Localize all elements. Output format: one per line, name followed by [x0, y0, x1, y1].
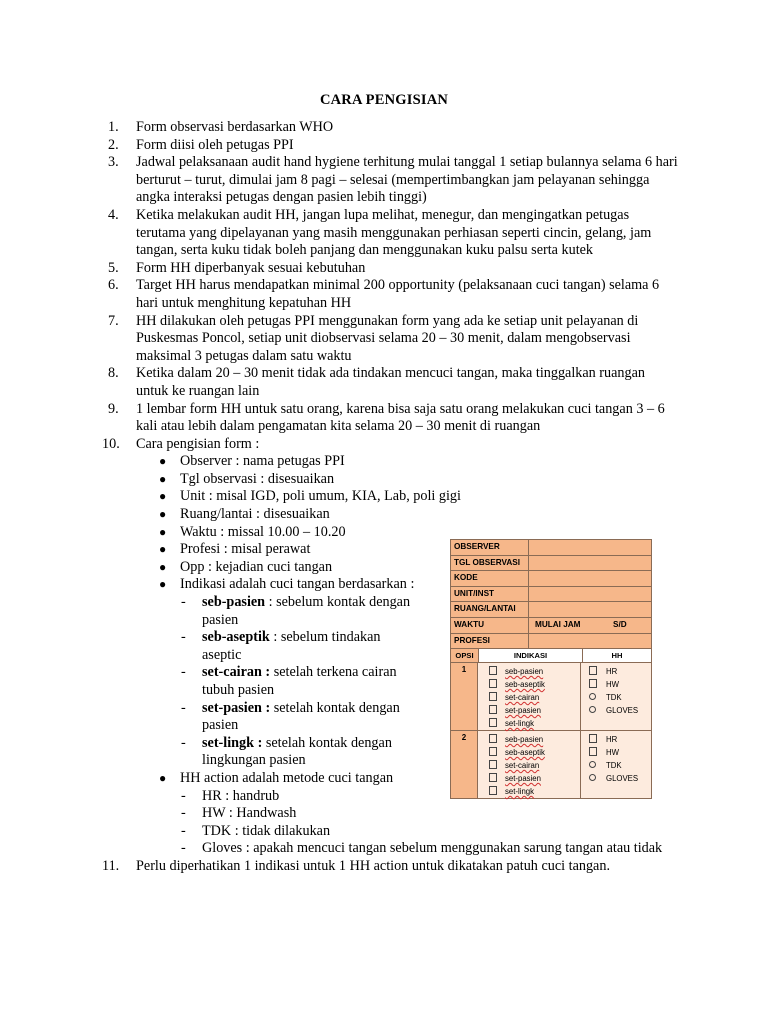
bullet-icon: ● [159, 770, 167, 785]
bullet-icon: ● [159, 524, 167, 539]
list-item: 2. Form diisi oleh petugas PPI [108, 136, 294, 153]
bullet-item: ● Opp : kejadian cuci tangan [159, 558, 333, 575]
bullet-item: ● Ruang/lantai : disesuaikan [159, 506, 330, 523]
list-item: 5. Form HH diperbanyak sesuai kebutuhan [108, 259, 366, 276]
dash-icon: - [181, 734, 186, 751]
bullet-icon: ● [159, 559, 167, 574]
checkbox-icon [489, 773, 497, 782]
bullet-icon: ● [159, 454, 167, 469]
checkbox-icon [489, 734, 497, 743]
checkbox-icon [589, 747, 597, 756]
checkbox-icon [489, 718, 497, 727]
list-item: 11. Perlu diperhatikan 1 indikasi untuk 1 HH action untuk dikatakan patuh cuci tangan. [102, 857, 610, 874]
hh-action-item: - HW : Handwash [181, 805, 297, 822]
list-item: 7. HH dilakukan oleh petugas PPI menggunakan form yang ada ke setiap unit pelayanan di Puskesmas Poncol, setiap unit diobservasi selama 20 – 30 menit, dalam mengobservasi maksimal 3 petugas dalam satu waktu [108, 312, 639, 364]
checkbox-icon [589, 679, 597, 688]
hh-form-sample [450, 539, 652, 799]
checkbox-icon [489, 666, 497, 675]
dash-icon: - [181, 805, 186, 822]
radio-icon [589, 706, 596, 713]
bullet-item: ● Waktu : missal 10.00 – 10.20 [159, 523, 346, 540]
list-item: 4. Ketika melakukan audit HH, jangan lupa melihat, menegur, dan mengingatkan petugas terutama yang dipelayanan yang masih menggunakan perhiasan seperti cincin, gelang, jam tangan, serta kuku tidak boleh panjang dan menggunakan kuku palsu serta kutek [108, 206, 652, 259]
form-header: OPSI INDIKASI HH [451, 649, 651, 663]
dash-icon: - [181, 629, 186, 646]
form-block-2: 2 seb-pasien seb-aseptik set-cairan set-pasien set-lingk HR HW TDK GLOVES [451, 731, 651, 798]
dash-icon: - [181, 594, 186, 611]
form-row-unit: UNIT/INST [451, 587, 651, 603]
indikasi-item: - set-lingk : setelah kontak dengan lingkungan pasien [181, 734, 392, 769]
bullet-item: ● Indikasi adalah cuci tangan berdasarkan : [159, 576, 415, 593]
checkbox-icon [589, 734, 597, 743]
checkbox-icon [489, 679, 497, 688]
list-item: 9. 1 lembar form HH untuk satu orang, karena bisa saja satu orang melakukan cuci tangan 3 – 6 kali atau lebih dalam pengamatan kita selama 20 – 30 menit di ruangan [108, 400, 665, 435]
radio-icon [589, 693, 596, 700]
list-item: 1. Form observasi berdasarkan WHO [108, 119, 334, 135]
form-block-1: 1 seb-pasien seb-aseptik set-cairan set-pasien set-lingk HR HW TDK GLOVES [451, 663, 651, 731]
checkbox-icon [489, 705, 497, 714]
bullet-icon: ● [159, 489, 167, 504]
bullet-item: ● Observer : nama petugas PPI [159, 453, 345, 470]
bullet-icon: ● [159, 507, 167, 522]
bullet-item: ● HH action adalah metode cuci tangan [159, 769, 394, 786]
radio-icon [589, 761, 596, 768]
form-row-ruang: RUANG/LANTAI [451, 602, 651, 618]
bullet-icon: ● [159, 577, 167, 592]
dash-icon: - [181, 822, 186, 839]
form-row-waktu: WAKTU MULAI JAM S/D [451, 618, 651, 634]
list-item: 3. Jadwal pelaksanaan audit hand hygiene terhitung mulai tanggal 1 setiap bulannya selama 6 hari berturut – turut, dimulai jam 8 pagi – selesai (mempertimbangkan jam pelayanan sehingga angka interaksi petugas dengan pasien lebih tinggi) [108, 154, 678, 206]
bullet-icon: ● [159, 471, 167, 486]
checkbox-icon [489, 760, 497, 769]
radio-icon [589, 774, 596, 781]
list-item: 10. Cara pengisian form : [102, 435, 260, 452]
form-row-kode: KODE [451, 571, 651, 587]
checkbox-icon [589, 666, 597, 675]
dash-icon: - [181, 699, 186, 716]
bullet-item: ● Unit : misal IGD, poli umum, KIA, Lab, poli gigi [159, 488, 461, 505]
hh-action-item: - Gloves : apakah mencuci tangan sebelum menggunakan sarung tangan atau tidak [181, 840, 663, 857]
dash-icon: - [181, 664, 186, 681]
checkbox-icon [489, 692, 497, 701]
hh-action-item: - TDK : tidak dilakukan [181, 822, 331, 839]
bullet-item: ● Profesi : misal perawat [159, 541, 311, 558]
checkbox-icon [489, 786, 497, 795]
indikasi-item: - seb-pasien : sebelum kontak dengan pasien [181, 594, 411, 628]
bullet-item: ● Tgl observasi : disesuaikan [159, 470, 335, 487]
dash-icon: - [181, 840, 186, 857]
form-row-tgl: TGL OBSERVASI [451, 556, 651, 572]
dash-icon: - [181, 787, 186, 804]
hh-action-item: - HR : handrub [181, 787, 280, 804]
form-row-observer: OBSERVER [451, 540, 651, 556]
page-title: CARA PENGISIAN [319, 92, 449, 108]
checkbox-icon [489, 747, 497, 756]
indikasi-item: - seb-aseptik : sebelum tindakan aseptic [181, 629, 381, 663]
indikasi-item: - set-cairan : setelah terkena cairan tubuh pasien [181, 664, 397, 698]
list-item: 6. Target HH harus mendapatkan minimal 200 opportunity (pelaksanaan cuci tangan) selama 6 hari untuk menghitung kepatuhan HH [108, 277, 660, 311]
list-item: 8. Ketika dalam 20 – 30 menit tidak ada tindakan mencuci tangan, maka tinggalkan ruangan untuk ke ruangan lain [108, 365, 646, 399]
form-row-profesi: PROFESI [451, 634, 651, 650]
bullet-icon: ● [159, 542, 167, 557]
indikasi-item: - set-pasien : setelah kontak dengan pasien [181, 699, 400, 734]
